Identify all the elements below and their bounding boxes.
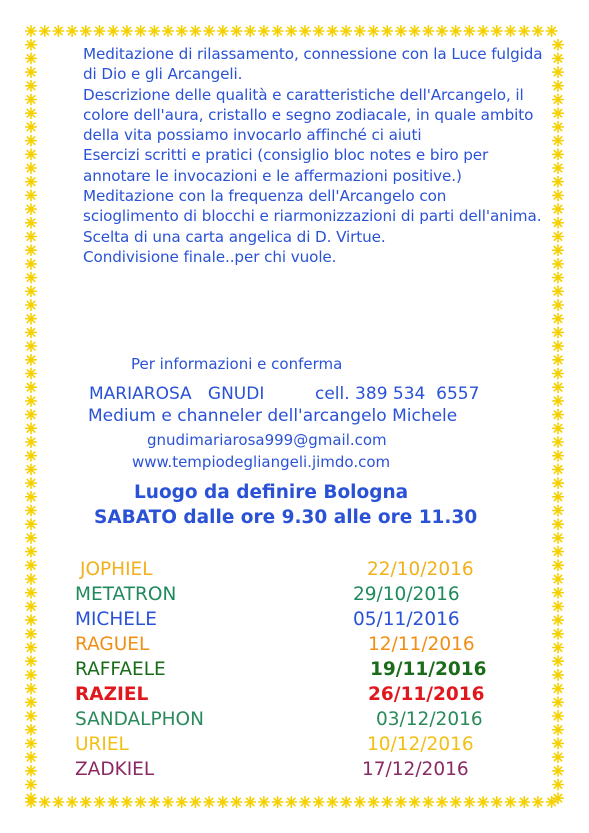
archangel-name: METATRON: [75, 584, 177, 605]
star-icon: [163, 26, 173, 36]
session-date: 26/11/2016: [368, 684, 485, 705]
star-icon: [341, 797, 351, 807]
star-icon: [26, 245, 36, 255]
star-icon: [149, 26, 159, 36]
star-icon: [553, 437, 563, 447]
schedule-row: [0, 709, 589, 733]
star-icon: [26, 368, 36, 378]
contact-phone: cell. 389 534 6557: [315, 384, 480, 404]
star-icon: [26, 519, 36, 529]
description-line-1: Meditazione di rilassamento, connessione con la Luce fulgida di Dio e gli Arcangeli.: [83, 45, 543, 84]
star-icon: [149, 797, 159, 807]
schedule-row: [0, 609, 589, 633]
star-icon: [26, 492, 36, 502]
star-icon: [135, 797, 145, 807]
star-icon: [81, 797, 91, 807]
star-icon: [26, 122, 36, 132]
star-icon: [122, 26, 132, 36]
star-icon: [26, 53, 36, 63]
star-icon: [478, 797, 488, 807]
star-icon: [553, 423, 563, 433]
star-icon: [26, 259, 36, 269]
star-icon: [492, 26, 502, 36]
star-icon: [26, 218, 36, 228]
star-icon: [553, 478, 563, 488]
schedule-row: [0, 734, 589, 758]
schedule-row: [0, 659, 589, 683]
star-icon: [464, 797, 474, 807]
star-icon: [553, 464, 563, 474]
star-icon: [553, 259, 563, 269]
star-icon: [259, 26, 269, 36]
star-icon: [553, 135, 563, 145]
star-icon: [451, 26, 461, 36]
star-icon: [505, 797, 515, 807]
star-icon: [553, 314, 563, 324]
schedule-row: [0, 634, 589, 658]
star-icon: [190, 26, 200, 36]
star-icon: [519, 26, 529, 36]
star-icon: [26, 94, 36, 104]
star-icon: [26, 314, 36, 324]
star-icon: [553, 190, 563, 200]
star-icon: [553, 245, 563, 255]
star-icon: [423, 26, 433, 36]
star-icon: [53, 26, 63, 36]
star-icon: [553, 492, 563, 502]
star-icon: [553, 81, 563, 91]
star-icon: [382, 797, 392, 807]
star-icon: [26, 300, 36, 310]
schedule-row: [0, 684, 589, 708]
star-icon: [190, 797, 200, 807]
star-icon: [423, 797, 433, 807]
session-date: 10/12/2016: [367, 734, 474, 755]
star-icon: [553, 218, 563, 228]
archangel-name: SANDALPHON: [75, 709, 204, 730]
star-icon: [245, 26, 255, 36]
star-icon: [464, 26, 474, 36]
star-icon: [94, 26, 104, 36]
schedule-row: [0, 584, 589, 608]
star-icon: [553, 67, 563, 77]
star-icon: [286, 797, 296, 807]
star-icon: [26, 108, 36, 118]
star-icon: [26, 149, 36, 159]
star-icon: [26, 505, 36, 515]
star-icon: [245, 797, 255, 807]
star-icon: [355, 26, 365, 36]
description-block: [83, 44, 543, 267]
star-icon: [40, 797, 50, 807]
star-icon: [546, 26, 556, 36]
star-icon: [26, 797, 36, 807]
star-icon: [26, 451, 36, 461]
star-icon: [553, 231, 563, 241]
star-icon: [553, 355, 563, 365]
star-icon: [553, 286, 563, 296]
star-icon: [108, 797, 118, 807]
star-icon: [177, 26, 187, 36]
session-date: 19/11/2016: [370, 659, 487, 680]
schedule-row: [0, 559, 589, 583]
star-icon: [26, 26, 36, 36]
star-icon: [553, 327, 563, 337]
star-icon: [26, 546, 36, 556]
archangel-name: MICHELE: [75, 609, 157, 630]
star-icon: [26, 478, 36, 488]
star-icon: [26, 40, 36, 50]
star-icon: [26, 423, 36, 433]
star-icon: [26, 409, 36, 419]
star-icon: [300, 26, 310, 36]
schedule-row: [0, 759, 589, 783]
description-line-6: Condivisione finale..per chi vuole.: [83, 247, 337, 266]
star-icon: [26, 67, 36, 77]
star-icon: [478, 26, 488, 36]
archangel-name: RAFFAELE: [75, 659, 166, 680]
star-icon: [26, 437, 36, 447]
star-icon: [67, 797, 77, 807]
star-icon: [553, 505, 563, 515]
star-icon: [286, 26, 296, 36]
star-icon: [437, 797, 447, 807]
star-icon: [26, 396, 36, 406]
star-icon: [396, 26, 406, 36]
session-date: 17/12/2016: [362, 759, 469, 780]
star-icon: [553, 53, 563, 63]
star-icon: [451, 797, 461, 807]
session-date: 12/11/2016: [368, 634, 475, 655]
star-icon: [108, 26, 118, 36]
star-icon: [94, 797, 104, 807]
star-icon: [40, 26, 50, 36]
star-icon: [553, 341, 563, 351]
description-line-4: Meditazione con la frequenza dell'Arcangelo con scioglimento di blocchi e riarmonizzazioni di parti dell'anima.: [83, 187, 542, 226]
star-icon: [553, 40, 563, 50]
star-icon: [553, 272, 563, 282]
description-line-5: Scelta di una carta angelica di D. Virtue.: [83, 227, 386, 246]
contact-name: MARIAROSA GNUDI: [89, 384, 265, 404]
star-icon: [26, 135, 36, 145]
star-icon: [553, 368, 563, 378]
star-icon: [122, 797, 132, 807]
star-icon: [368, 797, 378, 807]
archangel-name: RAZIEL: [75, 684, 149, 705]
star-icon: [26, 793, 36, 803]
star-icon: [533, 797, 543, 807]
session-date: 03/12/2016: [376, 709, 483, 730]
star-icon: [67, 26, 77, 36]
star-icon: [553, 108, 563, 118]
star-icon: [327, 26, 337, 36]
star-icon: [553, 396, 563, 406]
session-date: 22/10/2016: [367, 559, 474, 580]
star-icon: [26, 190, 36, 200]
star-icon: [327, 797, 337, 807]
star-icon: [81, 26, 91, 36]
star-icon: [231, 797, 241, 807]
star-icon: [26, 464, 36, 474]
star-icon: [553, 382, 563, 392]
star-icon: [553, 163, 563, 173]
star-icon: [259, 797, 269, 807]
star-icon: [553, 149, 563, 159]
star-icon: [26, 327, 36, 337]
star-icon: [26, 81, 36, 91]
star-icon: [204, 26, 214, 36]
star-icon: [272, 26, 282, 36]
event-time: SABATO dalle ore 9.30 alle ore 11.30: [94, 507, 478, 528]
star-icon: [53, 797, 63, 807]
description-line-3: Esercizi scritti e pratici (consiglio bloc notes e biro per annotare le invocazioni e le affermazioni positive.): [83, 146, 489, 185]
archangel-name: URIEL: [75, 734, 129, 755]
star-icon: [553, 409, 563, 419]
website-link[interactable]: www.tempiodegliangeli.jimdo.com: [132, 453, 391, 471]
star-icon: [26, 177, 36, 187]
star-icon: [26, 286, 36, 296]
archangel-name: JOPHIEL: [80, 559, 153, 580]
star-icon: [314, 26, 324, 36]
star-icon: [553, 204, 563, 214]
session-date: 29/10/2016: [353, 584, 460, 605]
star-icon: [368, 26, 378, 36]
info-label: Per informazioni e conferma: [131, 355, 343, 373]
star-icon: [437, 26, 447, 36]
star-icon: [204, 797, 214, 807]
star-icon: [272, 797, 282, 807]
star-icon: [26, 533, 36, 543]
star-icon: [26, 231, 36, 241]
star-icon: [135, 26, 145, 36]
star-icon: [533, 26, 543, 36]
star-icon: [355, 797, 365, 807]
star-icon: [553, 546, 563, 556]
star-icon: [163, 797, 173, 807]
archangel-name: ZADKIEL: [75, 759, 155, 780]
star-icon: [553, 122, 563, 132]
star-icon: [553, 793, 563, 803]
star-icon: [177, 797, 187, 807]
contact-role: Medium e channeler dell'arcangelo Michele: [88, 406, 458, 426]
star-icon: [396, 797, 406, 807]
star-icon: [553, 519, 563, 529]
star-icon: [505, 26, 515, 36]
star-icon: [409, 797, 419, 807]
star-icon: [231, 26, 241, 36]
star-icon: [409, 26, 419, 36]
star-icon: [26, 204, 36, 214]
description-line-2: Descrizione delle qualità e caratteristiche dell'Arcangelo, il colore dell'aura, cristallo e segno zodiacale, in quale ambito della vita possiamo invocarlo affinché ci aiuti: [83, 85, 534, 145]
star-icon: [553, 533, 563, 543]
star-icon: [26, 382, 36, 392]
star-icon: [553, 177, 563, 187]
star-icon: [553, 300, 563, 310]
session-date: 05/11/2016: [353, 609, 460, 630]
star-icon: [553, 451, 563, 461]
archangel-name: RAGUEL: [75, 634, 150, 655]
star-icon: [553, 94, 563, 104]
star-icon: [26, 355, 36, 365]
star-icon: [26, 341, 36, 351]
star-icon: [382, 26, 392, 36]
star-icon: [26, 272, 36, 282]
star-icon: [341, 26, 351, 36]
star-icon: [492, 797, 502, 807]
event-location: Luogo da definire Bologna: [134, 482, 409, 503]
star-icon: [300, 797, 310, 807]
star-icon: [314, 797, 324, 807]
star-icon: [26, 163, 36, 173]
star-icon: [218, 797, 228, 807]
star-icon: [519, 797, 529, 807]
star-icon: [546, 797, 556, 807]
star-icon: [218, 26, 228, 36]
contact-email-link[interactable]: gnudimariarosa999@gmail.com: [147, 431, 387, 449]
